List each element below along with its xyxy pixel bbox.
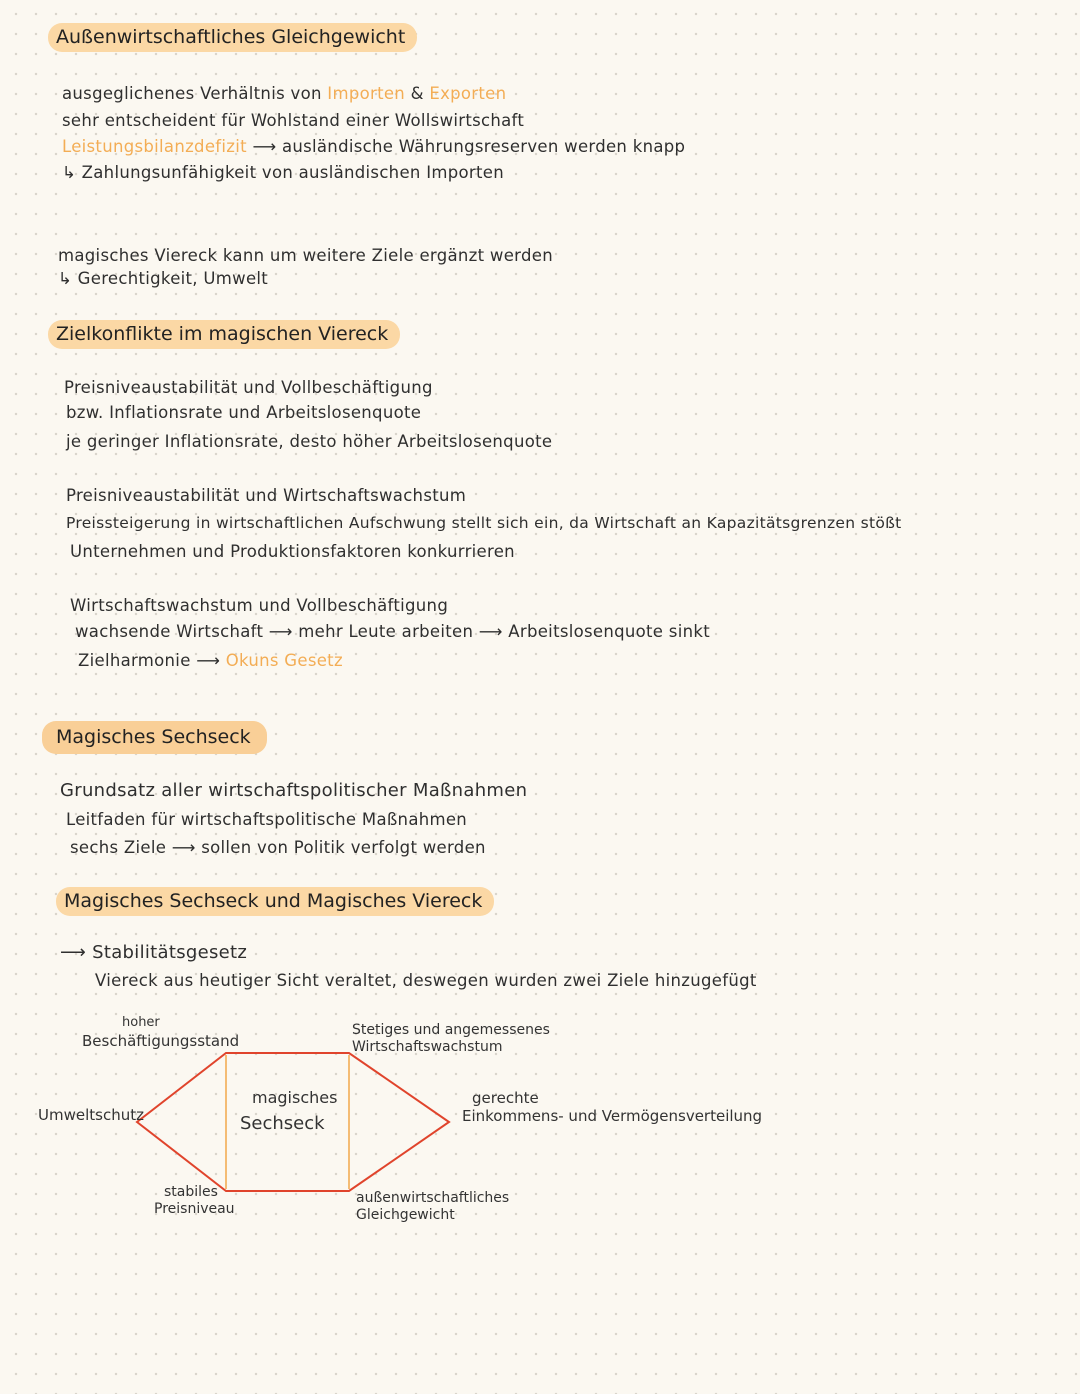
center-label-line2: Sechseck bbox=[240, 1113, 325, 1134]
text-line: Leitfaden für wirtschaftspolitische Maßnahmen bbox=[66, 810, 468, 829]
heading-magisches-sechseck: Magisches Sechseck bbox=[42, 721, 267, 754]
term-importen: Importen bbox=[327, 84, 406, 103]
text-line: ⟶ Stabilitätsgesetz bbox=[60, 942, 248, 963]
text-fragment: ⟶ ausländische Währungsreserven werden knapp bbox=[246, 137, 686, 156]
text-line: Preisniveaustabilität und Wirtschaftswachstum bbox=[66, 486, 467, 505]
text-line: Unternehmen und Produktionsfaktoren konkurrieren bbox=[70, 542, 515, 561]
label-line: Stetiges und angemessenes bbox=[352, 1022, 550, 1038]
label-preisniveau bbox=[154, 1184, 235, 1218]
text-line: bzw. Inflationsrate und Arbeitslosenquote bbox=[66, 403, 422, 422]
term-exporten: Exporten bbox=[429, 84, 507, 103]
label-line: Preisniveau bbox=[154, 1201, 235, 1217]
text-line: Grundsatz aller wirtschaftspolitischer Maßnahmen bbox=[60, 780, 528, 801]
text-line: sehr entscheident für Wohlstand einer Wollswirtschaft bbox=[62, 111, 525, 130]
term-okuns-gesetz: Okuns Gesetz bbox=[225, 651, 343, 670]
text-line: sechs Ziele ⟶ sollen von Politik verfolgt werden bbox=[70, 838, 486, 857]
text-line: magisches Viereck kann um weitere Ziele ergänzt werden bbox=[58, 246, 553, 265]
text-line: Viereck aus heutiger Sicht veraltet, deswegen wurden zwei Ziele hinzugefügt bbox=[95, 971, 757, 990]
label-line: gerechte bbox=[472, 1089, 539, 1107]
text-fragment: ausgeglichenes Verhältnis von bbox=[62, 84, 328, 103]
diagram-center-label bbox=[240, 1085, 338, 1137]
text-fragment: Zielharmonie ⟶ bbox=[78, 651, 226, 670]
center-label-line1: magisches bbox=[252, 1088, 338, 1107]
label-aussenwirtschaft bbox=[356, 1190, 509, 1224]
label-wirtschaftswachstum bbox=[352, 1022, 550, 1056]
text-fragment: & bbox=[405, 84, 430, 103]
text-line: ↳ Gerechtigkeit, Umwelt bbox=[58, 269, 269, 288]
heading-zielkonflikte: Zielkonflikte im magischen Viereck bbox=[48, 320, 400, 349]
heading-sechseck-und-viereck: Magisches Sechseck und Magisches Viereck bbox=[56, 887, 494, 916]
label-verteilung bbox=[462, 1089, 762, 1125]
label-line: Beschäftigungsstand bbox=[82, 1032, 240, 1050]
label-beschaeftigungsstand bbox=[82, 1014, 239, 1050]
text-line: Preisniveaustabilität und Vollbeschäftigung bbox=[64, 378, 433, 397]
text-line: wachsende Wirtschaft ⟶ mehr Leute arbeiten ⟶ Arbeitslosenquote sinkt bbox=[75, 622, 710, 641]
heading-aussenwirtschaftliches-gleichgewicht: Außenwirtschaftliches Gleichgewicht bbox=[48, 23, 417, 52]
label-line: außenwirtschaftliches bbox=[356, 1190, 510, 1206]
label-line: stabiles bbox=[164, 1184, 218, 1200]
term-leistungsbilanzdefizit: Leistungsbilanzdefizit bbox=[62, 137, 247, 156]
label-line: hoher bbox=[122, 1015, 160, 1030]
text-line: Wirtschaftswachstum und Vollbeschäftigung bbox=[70, 596, 449, 615]
text-line: je geringer Inflationsrate, desto höher Arbeitslosenquote bbox=[66, 432, 553, 451]
label-line: Einkommens- und Vermögensverteilung bbox=[462, 1107, 763, 1125]
text-line: Preissteigerung in wirtschaftlichen Aufschwung stellt sich ein, da Wirtschaft an Kapazitätsgrenzen stößt bbox=[66, 514, 902, 532]
label-line: Wirtschaftswachstum bbox=[352, 1039, 503, 1055]
text-line: ↳ Zahlungsunfähigkeit von ausländischen Importen bbox=[62, 163, 504, 182]
label-umweltschutz: Umweltschutz bbox=[38, 1106, 144, 1124]
label-line: Gleichgewicht bbox=[356, 1207, 455, 1223]
